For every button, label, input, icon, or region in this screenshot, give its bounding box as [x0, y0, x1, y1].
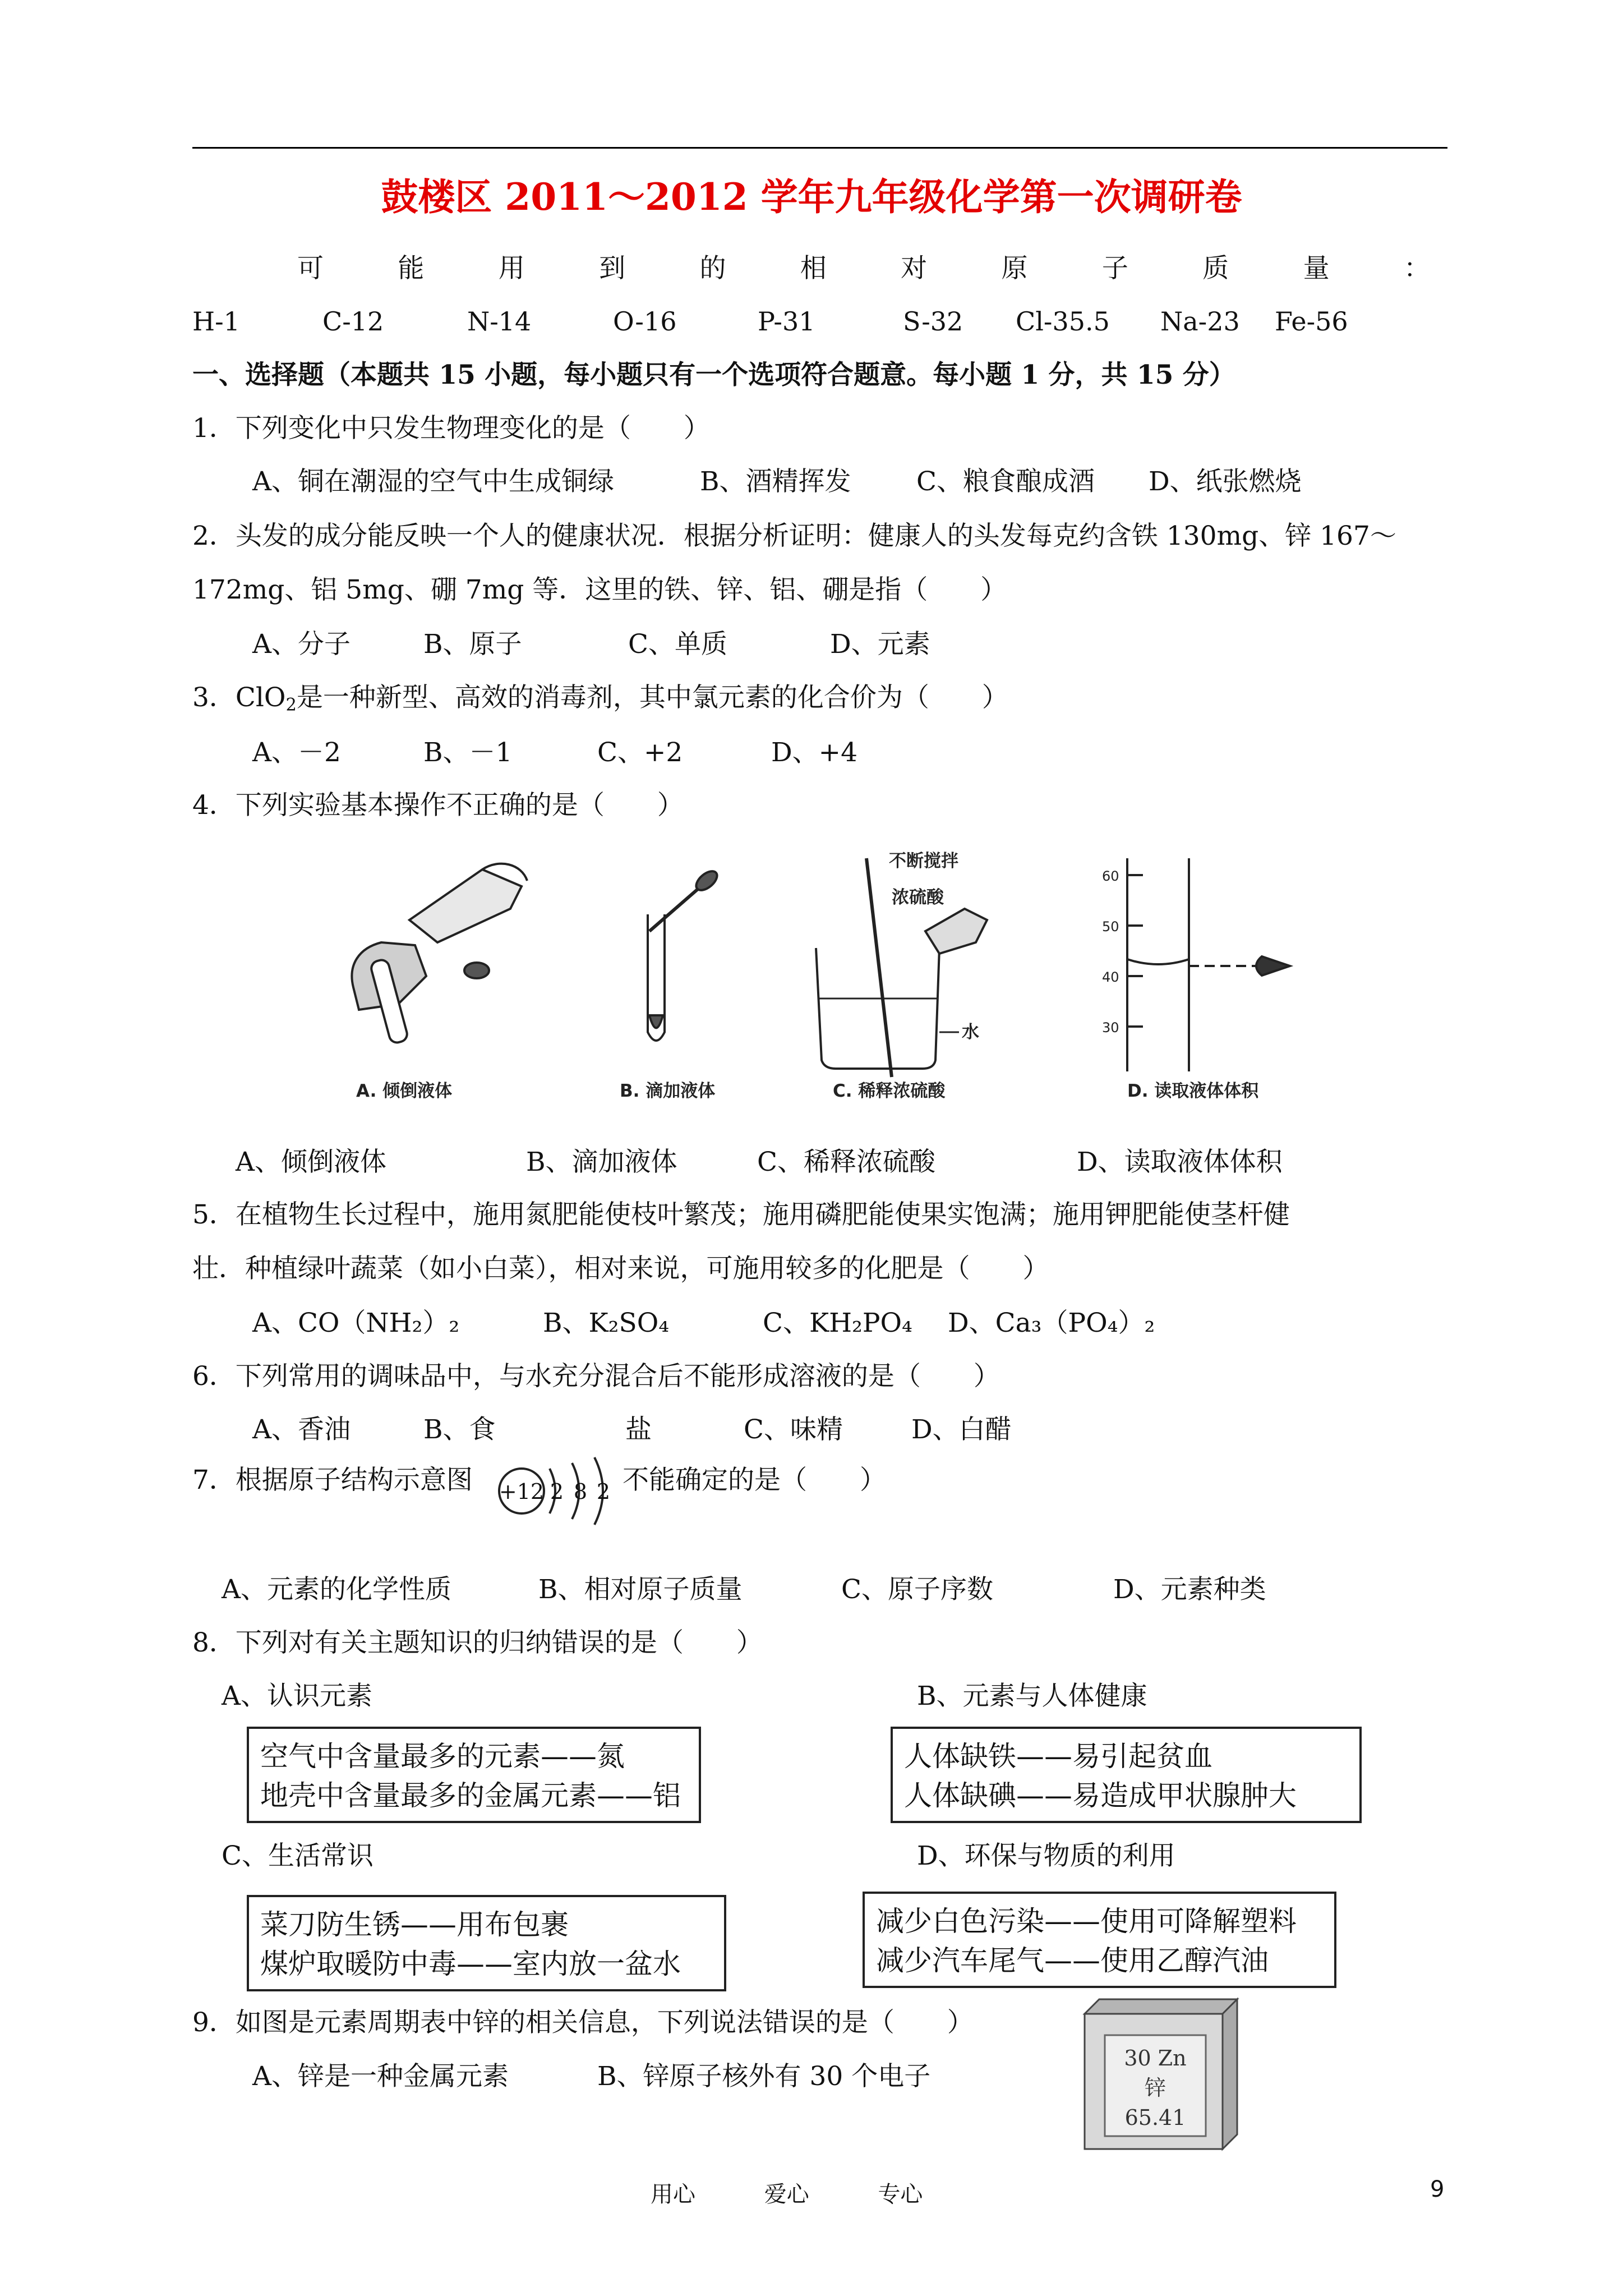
q6-option-d: D、白醋 [911, 1414, 1012, 1445]
caption-a: A. 倾倒液体 [356, 1081, 453, 1101]
q8-box-a: 空气中含量最多的元素——氮 地壳中含量最多的金属元素——铝 [247, 1727, 701, 1823]
q5-option-d: D、Ca₃（PO₄）₂ [948, 1308, 1155, 1338]
q4-option-d: D、读取液体体积 [1077, 1147, 1283, 1177]
q7-option-a: A、元素的化学性质 [222, 1574, 451, 1605]
tick-40: 40 [1102, 969, 1119, 985]
q8-box-c: 菜刀防生锈——用布包裹 煤炉取暖防中毒——室内放一盆水 [247, 1895, 726, 1991]
label-acid: 浓硫酸 [892, 887, 944, 908]
q6-option-a: A、香油 [252, 1414, 351, 1445]
svg-text:30 Zn: 30 Zn [1124, 2046, 1187, 2070]
q7-stem-pre: 7．根据原子结构示意图 [192, 1465, 473, 1496]
q2-option-a: A、分子 [252, 629, 351, 660]
q8-label-a: A、认识元素 [222, 1681, 372, 1711]
page-number: 9 [1430, 2177, 1445, 2202]
label-water: 水 [962, 1022, 979, 1042]
atomic-mass-header: 可 能 用 到 的 相 对 原 子 质 量 ： [297, 253, 1430, 284]
svg-text:2: 2 [596, 1479, 611, 1504]
lab-operations-figure [314, 847, 1324, 1122]
q3-option-d: D、+4 [771, 737, 857, 768]
svg-text:+12: +12 [499, 1479, 545, 1504]
footer-motto: 用心 爱心 专心 [651, 2182, 923, 2207]
q2-option-c: C、单质 [628, 629, 727, 660]
q2-stem-line2: 172mg、铝 5mg、硼 7mg 等．这里的铁、锌、铝、硼是指（ ） [192, 574, 1007, 605]
svg-text:8: 8 [573, 1479, 588, 1504]
q8-label-d: D、环保与物质的利用 [917, 1841, 1175, 1871]
q5-option-c: C、KH₂PO₄ [763, 1308, 912, 1338]
svg-text:2: 2 [550, 1479, 564, 1504]
q8-box-b: 人体缺铁——易引起贫血 人体缺碘——易造成甲状腺肿大 [891, 1727, 1362, 1823]
q6-option-c: C、味精 [744, 1414, 843, 1445]
q4-option-a: A、倾倒液体 [236, 1147, 386, 1177]
q6-stem: 6．下列常用的调味品中，与水充分混合后不能形成溶液的是（ ） [192, 1361, 1000, 1392]
measuring-cylinder-illustration [1127, 858, 1290, 1071]
tick-60: 60 [1102, 868, 1119, 884]
q6-option-b-part2: 盐 [625, 1414, 652, 1445]
q5-option-a: A、CO（NH₂）₂ [252, 1308, 460, 1338]
q1-stem: 1．下列变化中只发生物理变化的是（ ） [192, 413, 710, 444]
q4-stem: 4．下列实验基本操作不正确的是（ ） [192, 790, 684, 821]
q8-box-d: 减少白色污染——使用可降解塑料 减少汽车尾气——使用乙醇汽油 [863, 1892, 1336, 1988]
q3-option-c: C、+2 [597, 737, 683, 768]
q3-option-b: B、－1 [423, 737, 513, 768]
caption-b: B. 滴加液体 [620, 1081, 716, 1101]
q1-option-b: B、酒精挥发 [700, 466, 851, 497]
caption-c: C. 稀释浓硫酸 [833, 1081, 946, 1101]
section-heading: 一、选择题（本题共 15 小题，每小题只有一个选项符合题意。每小题 1 分，共 15 分） [192, 360, 1235, 390]
q6-option-b-part1: B、食 [423, 1414, 496, 1445]
q8-label-c: C、生活常识 [222, 1841, 374, 1871]
q3-stem: 3．ClO$_2$是一种新型、高效的消毒剂，其中氯元素的化合价为（ ） [192, 682, 1008, 715]
q8-stem: 8．下列对有关主题知识的归纳错误的是（ ） [192, 1627, 763, 1658]
q2-option-d: D、元素 [830, 629, 930, 660]
q8-label-b: B、元素与人体健康 [917, 1681, 1147, 1711]
tick-30: 30 [1102, 1020, 1119, 1036]
q3-option-a: A、－2 [252, 737, 341, 768]
zinc-element-tile [1082, 1997, 1239, 2151]
label-stir: 不断搅拌 [889, 851, 958, 871]
svg-text:锌: 锌 [1144, 2076, 1166, 2100]
q4-option-b: B、滴加液体 [526, 1147, 677, 1177]
q9-option-b: B、锌原子核外有 30 个电子 [597, 2061, 931, 2092]
q1-option-a: A、铜在潮湿的空气中生成铜绿 [252, 466, 614, 497]
dropping-liquid-illustration [648, 868, 721, 1041]
q5-option-b: B、K₂SO₄ [543, 1308, 670, 1338]
q7-stem-post: 不能确定的是（ ） [623, 1465, 886, 1496]
exam-title: 鼓楼区 2011～2012 学年九年级化学第一次调研卷 [381, 175, 1242, 219]
q2-option-b: B、原子 [423, 629, 522, 660]
q1-option-d: D、纸张燃烧 [1149, 466, 1302, 497]
q7-option-b: B、相对原子质量 [538, 1574, 743, 1605]
svg-text:65.41: 65.41 [1124, 2105, 1186, 2130]
caption-d: D. 读取液体体积 [1127, 1081, 1259, 1101]
q9-option-a: A、锌是一种金属元素 [252, 2061, 509, 2092]
q5-stem-line1: 5．在植物生长过程中，施用氮肥能使枝叶繁茂；施用磷肥能使果实饱满；施用钾肥能使茎杆健 [192, 1199, 1290, 1230]
q7-option-c: C、原子序数 [841, 1574, 993, 1605]
q5-stem-line2: 壮．种植绿叶蔬菜（如小白菜），相对来说，可施用较多的化肥是（ ） [192, 1253, 1049, 1284]
q2-stem-line1: 2．头发的成分能反映一个人的健康状况．根据分析证明：健康人的头发每克约含铁 130mg、锌 167～ [192, 521, 1396, 551]
atom-structure-diagram [494, 1453, 623, 1526]
tick-50: 50 [1102, 919, 1119, 935]
pouring-liquid-illustration [352, 864, 527, 1045]
header-rule [192, 147, 1447, 149]
q7-option-d: D、元素种类 [1113, 1574, 1266, 1605]
q4-option-c: C、稀释浓硫酸 [757, 1147, 935, 1177]
q9-stem: 9．如图是元素周期表中锌的相关信息，下列说法错误的是（ ） [192, 2007, 974, 2038]
q1-option-c: C、粮食酿成酒 [916, 466, 1095, 497]
